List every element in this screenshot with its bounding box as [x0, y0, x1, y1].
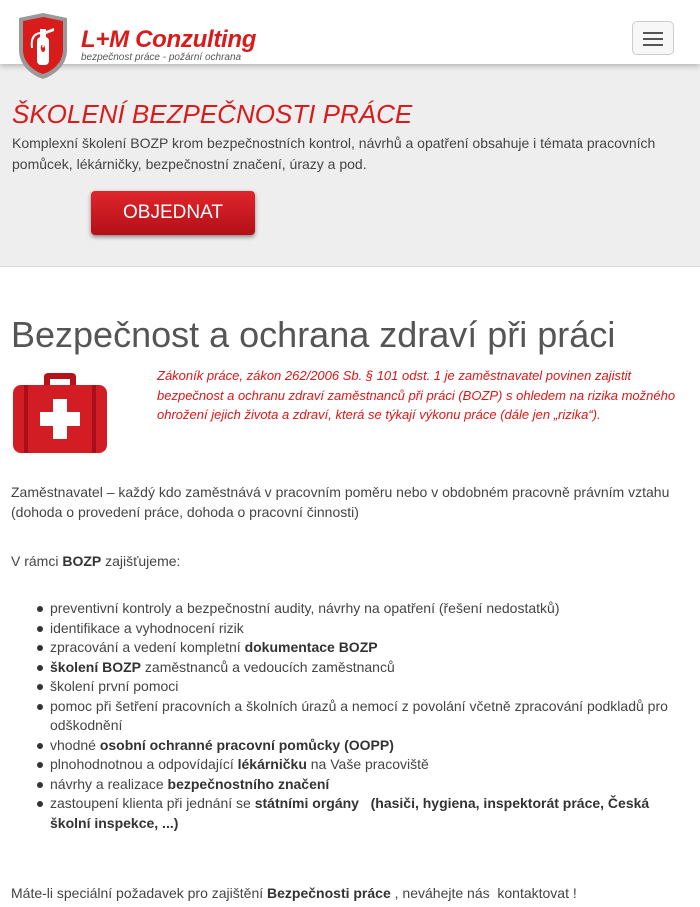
- contact-post: , neváhejte nás kontaktovat !: [394, 885, 577, 901]
- contact-paragraph: [11, 883, 691, 903]
- page-title: Bezpečnost a ochrana zdraví při práci: [11, 314, 616, 355]
- list-item: školení první pomoci: [11, 677, 691, 697]
- services-intro: [11, 551, 691, 571]
- hamburger-menu-button[interactable]: [632, 21, 674, 55]
- services-intro-pre: V rámci: [11, 553, 59, 569]
- list-item: plnohodnotnou a odpovídající lékárničku na Vaše pracoviště: [11, 755, 691, 775]
- site-header: [0, 0, 700, 64]
- brand-name[interactable]: L+M Conzulting: [81, 26, 257, 53]
- list-item: zastoupení klienta při jednání se státními orgány (hasiči, hygiena, inspektorát práce, Česká školní inspekce, ...): [11, 794, 691, 833]
- hero-section: [0, 64, 700, 267]
- list-item: školení BOZP zaměstnanců a vedoucích zaměstnanců: [11, 658, 691, 678]
- first-aid-kit-icon: [12, 372, 108, 454]
- contact-bold: Bezpečnosti práce: [267, 885, 391, 901]
- services-intro-post: zajišťujeme:: [105, 553, 181, 569]
- law-citation: Zákoník práce, zákon 262/2006 Sb. § 101 odst. 1 je zaměstnavatel povinen zajistit bezpečnost a ochranu zdraví zaměstnanců při práci (BOZP) s ohledem na rizika možného ohrožení jejich života a zdraví, která se týkají výkonu práce (dále jen „rizika“).: [157, 368, 676, 422]
- list-item: návrhy a realizace bezpečnostního značení: [11, 775, 691, 795]
- list-item: identifikace a vyhodnocení rizik: [11, 619, 691, 639]
- hero-title: ŠKOLENÍ BEZPEČNOSTI PRÁCE: [12, 99, 413, 129]
- hamburger-menu-icon: [643, 32, 663, 34]
- list-item: vhodné osobní ochranné pracovní pomůcky (OOPP): [11, 736, 691, 756]
- order-button[interactable]: OBJEDNAT: [91, 191, 255, 235]
- list-item: zpracování a vedení kompletní dokumentace BOZP: [11, 638, 691, 658]
- services-list: [11, 599, 691, 833]
- contact-pre: Máte-li speciální požadavek pro zajištění: [11, 885, 264, 901]
- brand-tagline: bezpečnost práce - požární ochrana: [81, 52, 242, 63]
- services-intro-bold: BOZP: [62, 553, 102, 569]
- list-item: preventivní kontroly a bezpečnostní audity, návrhy na opatření (řešení nedostatků): [11, 599, 691, 619]
- employer-definition: Zaměstnavatel – každý kdo zaměstnává v pracovním poměru nebo v obdobném pracovně právním vztahu (dohoda o provedení práce, dohoda o pracovní činnosti): [11, 484, 670, 520]
- list-item: pomoc při šetření pracovních a školních úrazů a nemocí z povolání včetně zpracování podkladů pro odškodnění: [11, 697, 691, 736]
- shield-fire-extinguisher-icon[interactable]: [16, 12, 70, 80]
- hero-description: Komplexní školení BOZP krom bezpečnostních kontrol, návrhů a opatření obsahuje i témata pracovních pomůcek, lékárničky, bezpečnostní značení, úrazy a pod.: [12, 135, 656, 172]
